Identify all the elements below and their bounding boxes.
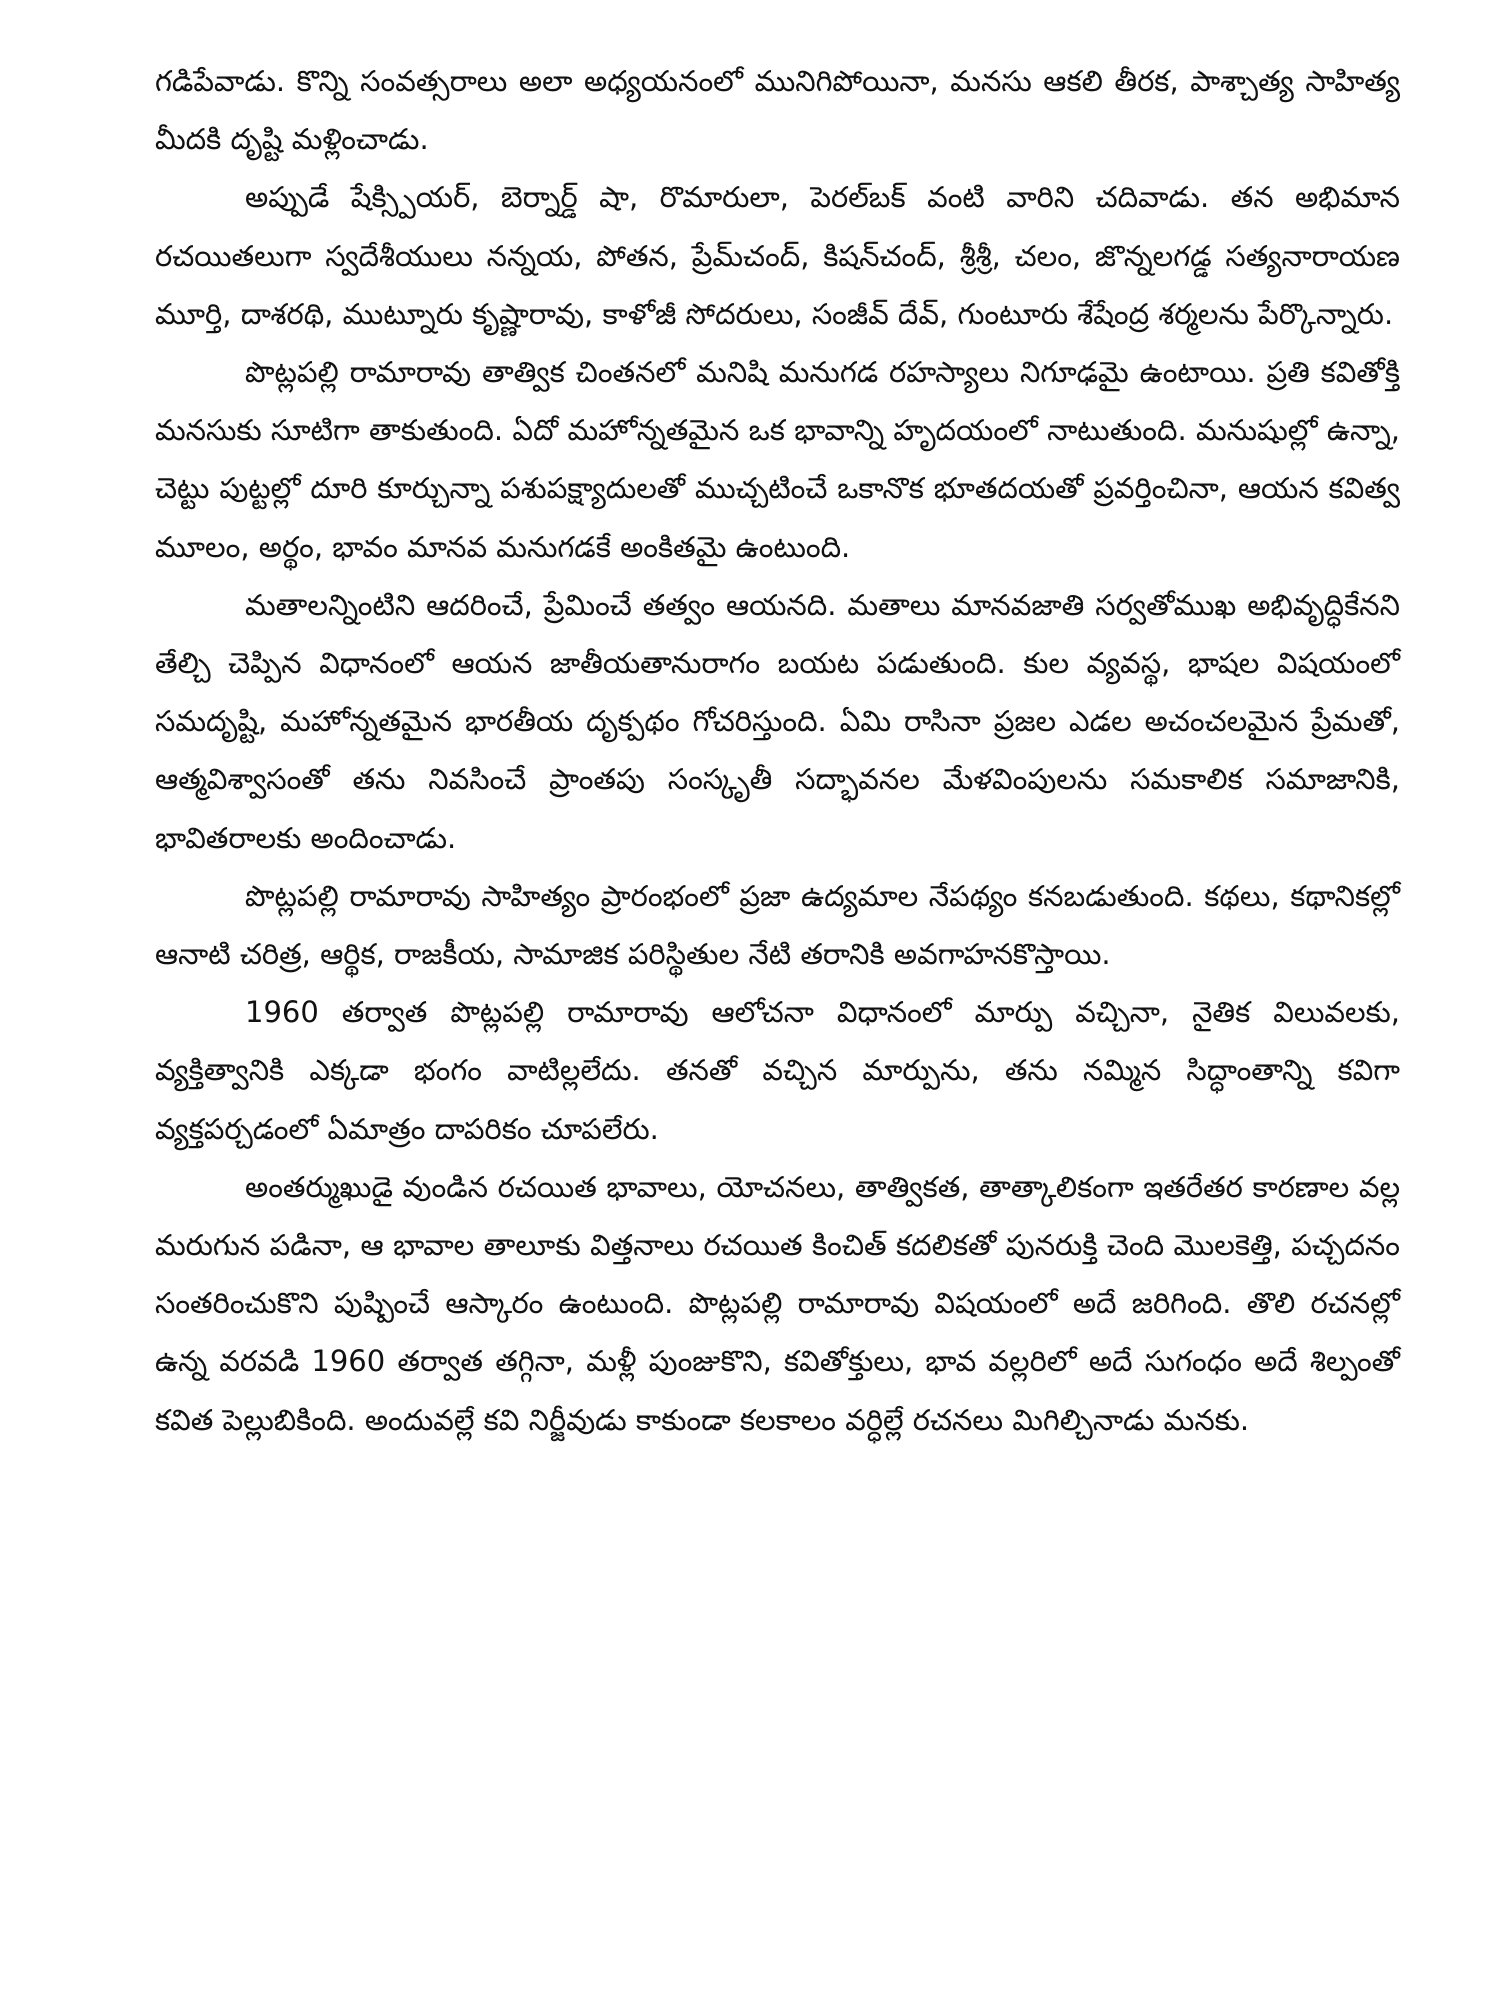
paragraph-1: గడిపేవాడు. కొన్ని సంవత్సరాలు అలా అధ్యయనంలో మునిగిపోయినా, మనసు ఆకలి తీరక, పాశ్చాత్య సాహిత్య మీదకి దృష్టి మళ్లించాడు.	[155, 64, 1400, 157]
body-text	[155, 52, 1400, 1449]
paragraph-3: పొట్లపల్లి రామారావు తాత్విక చింతనలో మనిషి మనుగడ రహస్యాలు నిగూఢమై ఉంటాయి. ప్రతి కవితోక్తి మనసుకు సూటిగా తాకుతుంది. ఏదో మహోన్నతమైన ఒక భావాన్ని హృదయంలో నాటుతుంది. మనుషుల్లో ఉన్నా, చెట్టు పుట్టల్లో దూరి కూర్చున్నా పశుపక్ష్యాదులతో ముచ్చటించే ఒకానొక భూతదయతో ప్రవర్తించినా, ఆయన కవిత్వ మూలం, అర్థం, భావం మానవ మనుగడకే అంకితమై ఉంటుంది.	[155, 355, 1400, 564]
paragraph-6: 1960 తర్వాత పొట్లపల్లి రామారావు ఆలోచనా విధానంలో మార్పు వచ్చినా, నైతిక విలువలకు, వ్యక్తిత్వానికి ఎక్కడా భంగం వాటిల్లలేదు. తనతో వచ్చిన మార్పును, తను నమ్మిన సిద్ధాంతాన్ని కవిగా వ్యక్తపర్చడంలో ఏమాత్రం దాపరికం చూపలేరు.	[155, 995, 1400, 1146]
paragraph-4: మతాలన్నింటిని ఆదరించే, ప్రేమించే తత్వం ఆయనది. మతాలు మానవజాతి సర్వతోముఖ అభివృద్ధికేనని తేల్చి చెప్పిన విధానంలో ఆయన జాతీయతానురాగం బయట పడుతుంది. కుల వ్యవస్థ, భాషల విషయంలో సమదృష్టి, మహోన్నతమైన భారతీయ దృక్పథం గోచరిస్తుంది. ఏమి రాసినా ప్రజల ఎడల అచంచలమైన ప్రేమతో, ఆత్మవిశ్వాసంతో తను నివసించే ప్రాంతపు సంస్కృతీ సద్భావనల మేళవింపులను సమకాలిక సమాజానికి, భావితరాలకు అందించాడు.	[155, 587, 1400, 855]
paragraph-5: పొట్లపల్లి రామారావు సాహిత్యం ప్రారంభంలో ప్రజా ఉద్యమాల నేపథ్యం కనబడుతుంది. కథలు, కథానికల్లో ఆనాటి చరిత్ర, ఆర్థిక, రాజకీయ, సామాజిక పరిస్థితుల నేటి తరానికి అవగాహనకొస్తాయి.	[155, 878, 1401, 972]
paragraph-7: అంతర్ముఖుడై వుండిన రచయిత భావాలు, యోచనలు, తాత్వికత, తాత్కాలికంగా ఇతరేతర కారణాల వల్ల మరుగున పడినా, ఆ భావాల తాలూకు విత్తనాలు రచయిత కించిత్ కదలికతో పునరుక్తి చెంది మొలకెత్తి, పచ్చదనం సంతరించుకొని పుష్పించే ఆస్కారం ఉంటుంది. పొట్లపల్లి రామారావు విషయంలో అదే జరిగింది. తొలి రచనల్లో ఉన్న వరవడి 1960 తర్వాత తగ్గినా, మళ్లీ పుంజుకొని, కవితోక్తులు, భావ వల్లరిలో అదే సుగంధం అదే శిల్పంతో కవిత పెల్లుబికింది. అందువల్లే కవి నిర్జీవుడు కాకుండా కలకాలం వర్ధిల్లే రచనలు మిగిల్చినాడు మనకు.	[155, 1169, 1401, 1437]
paragraph-2: అప్పుడే షేక్స్పియర్, బెర్నార్డ్ షా, రొమారులా, పెరల్‌బక్ వంటి వారిని చదివాడు. తన అభిమాన రచయితలుగా స్వదేశీయులు నన్నయ, పోతన, ప్రేమ్‌చంద్, కిషన్‌చంద్, శ్రీశ్రీ, చలం, జొన్నలగడ్డ సత్యనారాయణ మూర్తి, దాశరథి, ముట్నూరు కృష్ణారావు, కాళోజీ సోదరులు, సంజీవ్ దేవ్, గుంటూరు శేషేంద్ర శర్మలను పేర్కొన్నారు.	[155, 180, 1400, 331]
